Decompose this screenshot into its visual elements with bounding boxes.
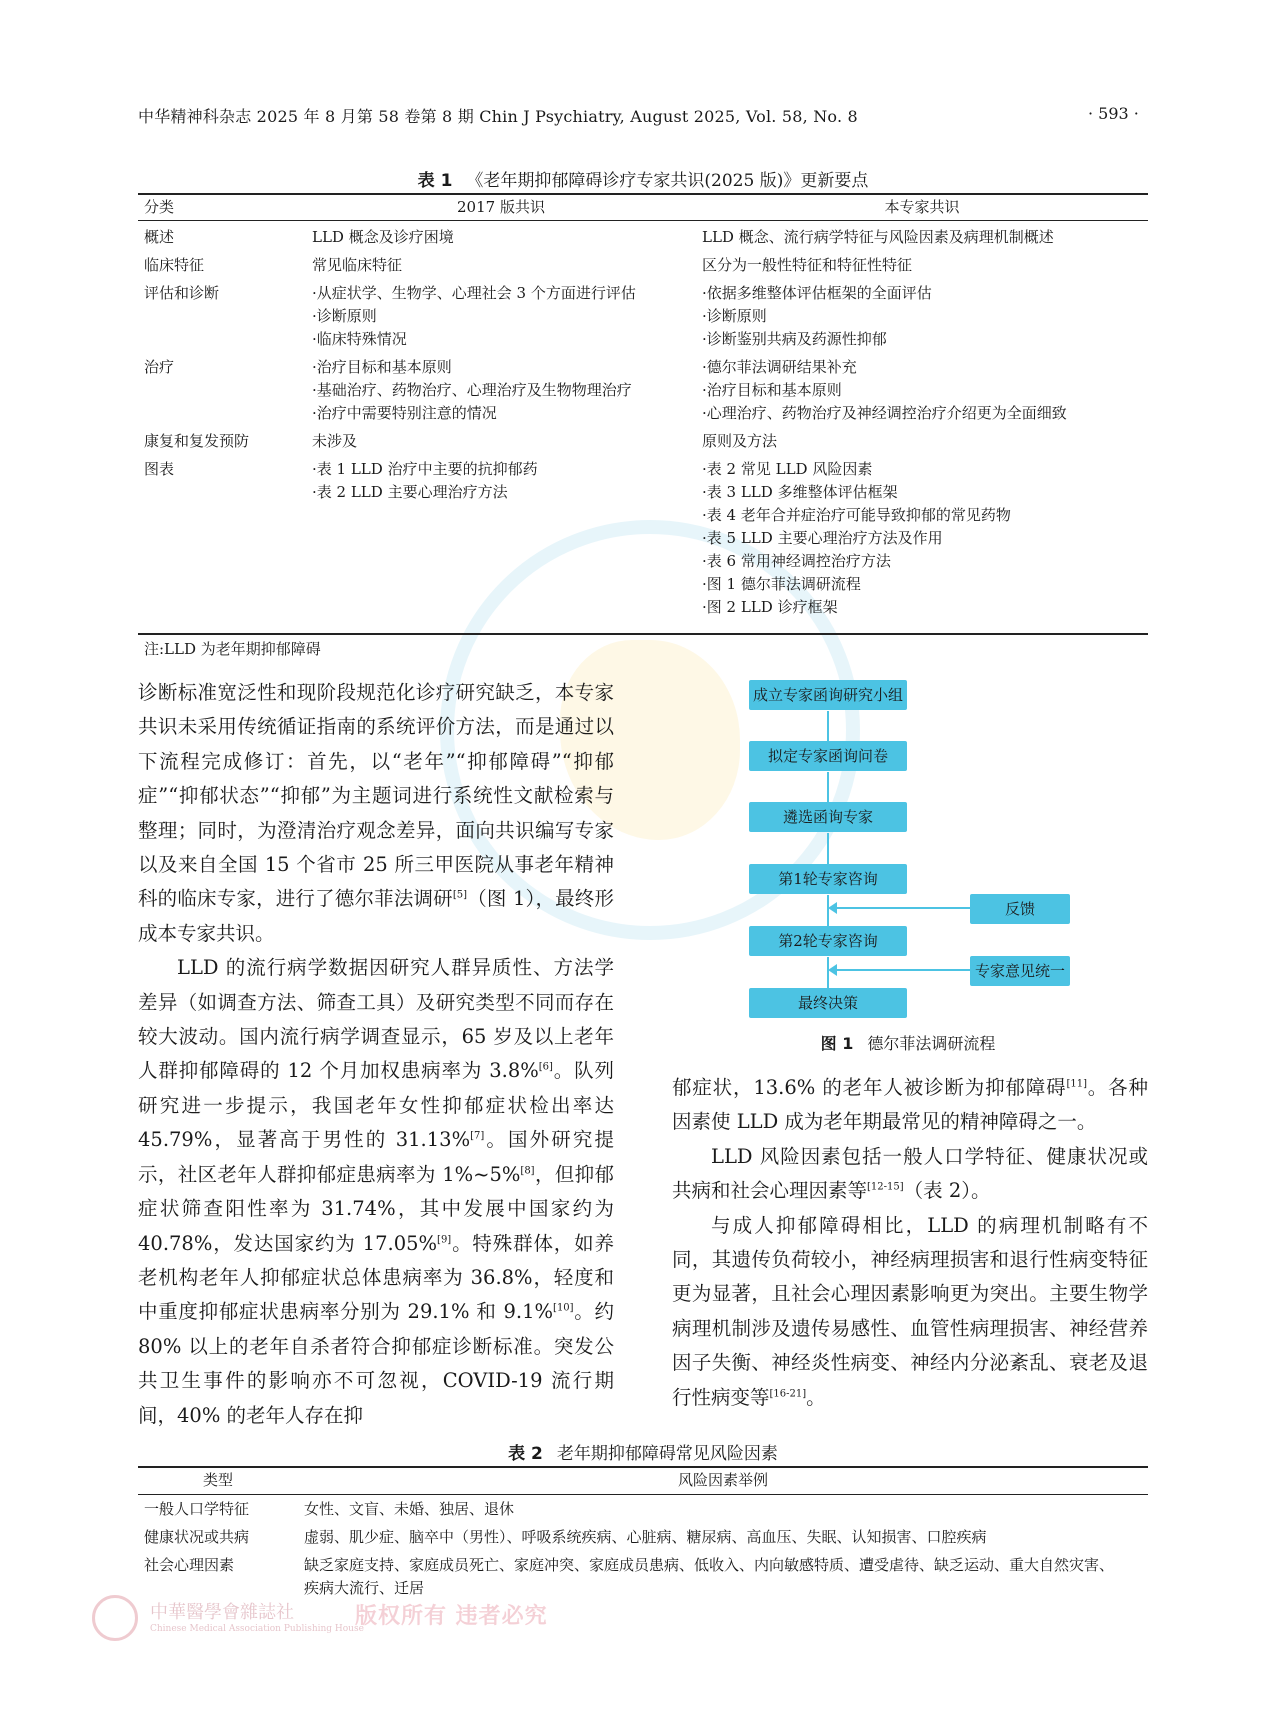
feedback-arrow	[828, 902, 837, 914]
table1-old-cell	[306, 354, 696, 428]
table1-category-cell: 临床特征	[144, 256, 205, 274]
paragraph-text: 。各种因素使 LLD 成为老年期最常见的精神障碍之一。	[672, 1076, 1148, 1134]
table1-category-cell: 康复和复发预防	[144, 432, 250, 450]
table1-new-cell	[696, 354, 1148, 428]
paragraph-text: LLD 的流行病学数据因研究人群异质性、方法学差异（如调查方法、筛查工具）及研究类型不同而存在较大波动。国内流行病学调查显示，65 岁及以上老年人群抑郁障碍的 12 个月加权患病率为 3.8%	[138, 956, 614, 1083]
table1-header-row	[138, 194, 1148, 220]
citation-ref: [5]	[452, 889, 468, 901]
table1-new-cell	[696, 428, 1148, 456]
table1-new-line: ·图 1 德尔菲法调研流程	[702, 575, 861, 593]
body-paragraph	[138, 951, 614, 1433]
flow-step-5: 第2轮专家咨询	[749, 926, 907, 956]
table1-new-cell	[696, 280, 1148, 354]
left-column-text	[138, 676, 614, 1433]
table1-header-cell: 本专家共识	[884, 197, 960, 216]
table1-note: 注:LLD 为老年期抑郁障碍	[144, 640, 321, 658]
table1-new-line: ·表 5 LLD 主要心理治疗方法及作用	[702, 529, 943, 547]
body-paragraph	[672, 1071, 1148, 1140]
paragraph-text: LLD 风险因素包括一般人口学特征、健康状况或共病和社会心理因素等	[672, 1144, 1148, 1203]
body-paragraph	[672, 1140, 1148, 1209]
table1-category-cell: 治疗	[144, 358, 175, 376]
figure1-caption	[749, 1031, 1067, 1054]
table1-label: 表 1	[417, 171, 453, 191]
copyright-tag: 版权所有 违者必究	[355, 1603, 548, 1629]
journal-header: 中华精神科杂志 2025 年 8 月第 58 卷第 8 期 Chin J Psychiatry, August 2025, Vol. 58, No. 8	[138, 107, 858, 126]
body-paragraph	[672, 1209, 1148, 1415]
right-column-text	[672, 1071, 1148, 1415]
citation-ref: [11]	[1066, 1078, 1087, 1090]
table1-old-line: LLD 概念及诊疗困境	[312, 228, 454, 246]
table1-old-cell	[306, 220, 696, 252]
table1-old-line: ·临床特殊情况	[312, 330, 407, 348]
table2-type-cell: 社会心理因素	[144, 1556, 235, 1574]
table1-new-line: ·表 6 常用神经调控治疗方法	[702, 552, 891, 570]
table1-new-cell	[696, 252, 1148, 280]
paragraph-text: 。国外研究提示，社区老年人群抑郁症患病率为 1%~5%	[138, 1128, 614, 1186]
table-row	[138, 220, 1148, 252]
table1-old-line: ·表 1 LLD 治疗中主要的抗抑郁药	[312, 460, 538, 478]
flow-feedback-2: 专家意见统一	[970, 956, 1070, 986]
flow-step-6: 最终决策	[749, 988, 907, 1018]
flow-step-1: 成立专家函询研究小组	[749, 680, 907, 710]
publisher-logo-icon	[92, 1595, 138, 1641]
table2-type-cell: 健康状况或共病	[144, 1528, 250, 1546]
paragraph-text: 。约 80% 以上的老年自杀者符合抑郁症诊断标准。突发公共卫生事件的影响亦不可忽视，COVID-19 流行期间，40% 的老年人存在抑	[138, 1300, 614, 1427]
table1-old-line: ·表 2 LLD 主要心理治疗方法	[312, 483, 508, 501]
table1-new-line: 区分为一般性特征和特征性特征	[702, 256, 913, 274]
figure1-title: 德尔菲法调研流程	[867, 1034, 996, 1053]
paragraph-text: ，但抑郁症状筛查阳性率为 31.74%，其中发展中国家约为 40.78%，发达国家约为 17.05%	[138, 1162, 614, 1255]
publisher-name-en: Chinese Medical Association Publishing House	[150, 1624, 364, 1634]
paragraph-text: 郁症状，13.6% 的老年人被诊断为抑郁障碍	[672, 1076, 1067, 1099]
citation-ref: [9]	[437, 1234, 452, 1245]
paragraph-text: （图 1），最终形成本专家共识。	[138, 887, 614, 945]
table1-old-line: ·基础治疗、药物治疗、心理治疗及生物物理治疗	[312, 381, 632, 399]
table2-header-cell: 风险因素举例	[677, 1470, 768, 1489]
page-number: · 593 ·	[1088, 104, 1139, 123]
flow-step-3: 遴选函询专家	[749, 802, 907, 832]
table2-header-row	[138, 1467, 1148, 1493]
table1-old-line: ·治疗目标和基本原则	[312, 358, 452, 376]
paragraph-text: 诊断标准宽泛性和现阶段规范化诊疗研究缺乏，本专家共识未采用传统循证指南的系统评价方法，而是通过以下流程完成修订：首先，以“老年”“抑郁障碍”“抑郁症”“抑郁状态”“抑郁”为主题词进行系统性文献检索与整理；同时，为澄清治疗观念差异，面向共识编写专家以及来自全国 15 个省市 25 所三甲医院从事老年精神科的临床专家，进行了德尔菲法调研	[138, 681, 614, 911]
citation-ref: [10]	[553, 1302, 574, 1314]
table2-factor-line: 虚弱、肌少症、脑卒中（男性）、呼吸系统疾病、心脏病、糖尿病、高血压、失眠、认知损害、口腔疾病	[304, 1528, 987, 1546]
table-row	[138, 1493, 1148, 1524]
table-row	[138, 354, 1148, 428]
table1-new-line: ·表 4 老年合并症治疗可能导致抑郁的常见药物	[702, 506, 1011, 524]
table2-factors-cell	[298, 1552, 1148, 1603]
table1-category-cell: 图表	[144, 460, 175, 478]
table1-new-line: 原则及方法	[702, 432, 778, 450]
citation-ref: [8]	[520, 1165, 535, 1177]
table2-label: 表 2	[508, 1444, 543, 1464]
publisher-name: 中華醫學會雜誌社	[150, 1602, 294, 1623]
feedback-connector	[834, 907, 970, 909]
table1-new-line: ·治疗目标和基本原则	[702, 381, 842, 399]
flow-feedback-1: 反馈	[970, 894, 1070, 924]
table-row	[138, 1552, 1148, 1603]
table1-new-line: ·图 2 LLD 诊疗框架	[702, 598, 838, 616]
citation-ref: [12-15]	[867, 1181, 904, 1193]
flow-step-2: 拟定专家函询问卷	[749, 741, 907, 771]
citation-ref: [6]	[538, 1061, 553, 1073]
table1-new-cell	[696, 456, 1148, 622]
table1-new-line: ·心理治疗、药物治疗及神经调控治疗介绍更为全面细致	[702, 404, 1067, 422]
paragraph-text: （表 2）。	[903, 1179, 991, 1203]
table2-factors-cell	[298, 1524, 1148, 1552]
table1-category-cell: 概述	[144, 228, 175, 246]
table2-factors-cell	[298, 1493, 1148, 1524]
table-row	[138, 428, 1148, 456]
table1-title: 《老年期抑郁障碍诊疗专家共识(2025 版)》更新要点	[466, 171, 869, 191]
figure1-label: 图 1	[820, 1034, 854, 1053]
table2-header-cell: 类型	[202, 1470, 233, 1489]
table1-old-line: 常见临床特征	[312, 256, 403, 274]
table1-new-line: ·依据多维整体评估框架的全面评估	[702, 284, 932, 302]
table1-old-line: 未涉及	[312, 432, 358, 450]
table1-bottom-rule	[138, 633, 1148, 635]
table1-caption	[138, 166, 1148, 191]
paragraph-text: 。特殊群体，如养老机构老年人抑郁症状总体患病率为 36.8%，轻度和中重度抑郁症状患病率分别为 29.1% 和 9.1%	[138, 1231, 614, 1324]
table2-factor-line: 缺乏家庭支持、家庭成员死亡、家庭冲突、家庭成员患病、低收入、内向敏感特质、遭受虐待、缺乏运动、重大自然灾害、	[304, 1556, 1115, 1574]
table1-new-line: ·诊断原则	[702, 307, 767, 325]
table1-new-line: ·诊断鉴别共病及药源性抑郁	[702, 330, 887, 348]
table-row	[138, 252, 1148, 280]
table-row	[138, 456, 1148, 622]
table2-factor-line: 疾病大流行、迁居	[304, 1579, 425, 1597]
table1-new-cell	[696, 220, 1148, 252]
table1-new-line: ·表 2 常见 LLD 风险因素	[702, 460, 873, 478]
table2-type-cell: 一般人口学特征	[144, 1500, 250, 1518]
flow-step-4: 第1轮专家咨询	[749, 864, 907, 894]
paragraph-text: 与成人抑郁障碍相比，LLD 的病理机制略有不同，其遗传负荷较小，神经病理损害和退行性病变特征更为显著，且社会心理因素影响更为突出。主要生物学病理机制涉及遗传易感性、血管性病理损害、神经营养因子失衡、神经炎性病变、神经内分泌紊乱、衰老及退行性病变等	[672, 1213, 1148, 1409]
table1-old-cell	[306, 280, 696, 354]
feedback-arrow	[828, 964, 837, 976]
table-row	[138, 1524, 1148, 1552]
table1-old-cell	[306, 428, 696, 456]
paragraph-text: 。队列研究进一步提示，我国老年女性抑郁症状检出率达 45.79%，显著高于男性的 31.13%	[138, 1059, 614, 1152]
table1-new-line: ·表 3 LLD 多维整体评估框架	[702, 483, 898, 501]
table1-old-cell	[306, 252, 696, 280]
table1	[138, 194, 1148, 622]
table1-old-line: ·从症状学、生物学、心理社会 3 个方面进行评估	[312, 284, 636, 302]
citation-ref: [7]	[470, 1130, 485, 1142]
body-paragraph	[138, 676, 614, 951]
table1-header-cell: 2017 版共识	[457, 197, 545, 216]
table1-old-line: ·治疗中需要特别注意的情况	[312, 404, 497, 422]
table2-factor-line: 女性、文盲、未婚、独居、退休	[304, 1500, 515, 1518]
table1-header-cell: 分类	[144, 197, 175, 216]
table1-old-line: ·诊断原则	[312, 307, 377, 325]
table2-title: 老年期抑郁障碍常见风险因素	[556, 1444, 778, 1464]
table2	[138, 1467, 1148, 1603]
table1-new-line: ·德尔菲法调研结果补充	[702, 358, 857, 376]
paragraph-text: 。	[806, 1385, 826, 1409]
citation-ref: [16-21]	[769, 1388, 807, 1400]
table1-category-cell: 评估和诊断	[144, 284, 220, 302]
table1-old-cell	[306, 456, 696, 622]
table1-new-line: LLD 概念、流行病学特征与风险因素及病理机制概述	[702, 228, 1054, 246]
feedback-connector	[834, 969, 970, 971]
table2-caption	[138, 1439, 1148, 1464]
table-row	[138, 280, 1148, 354]
